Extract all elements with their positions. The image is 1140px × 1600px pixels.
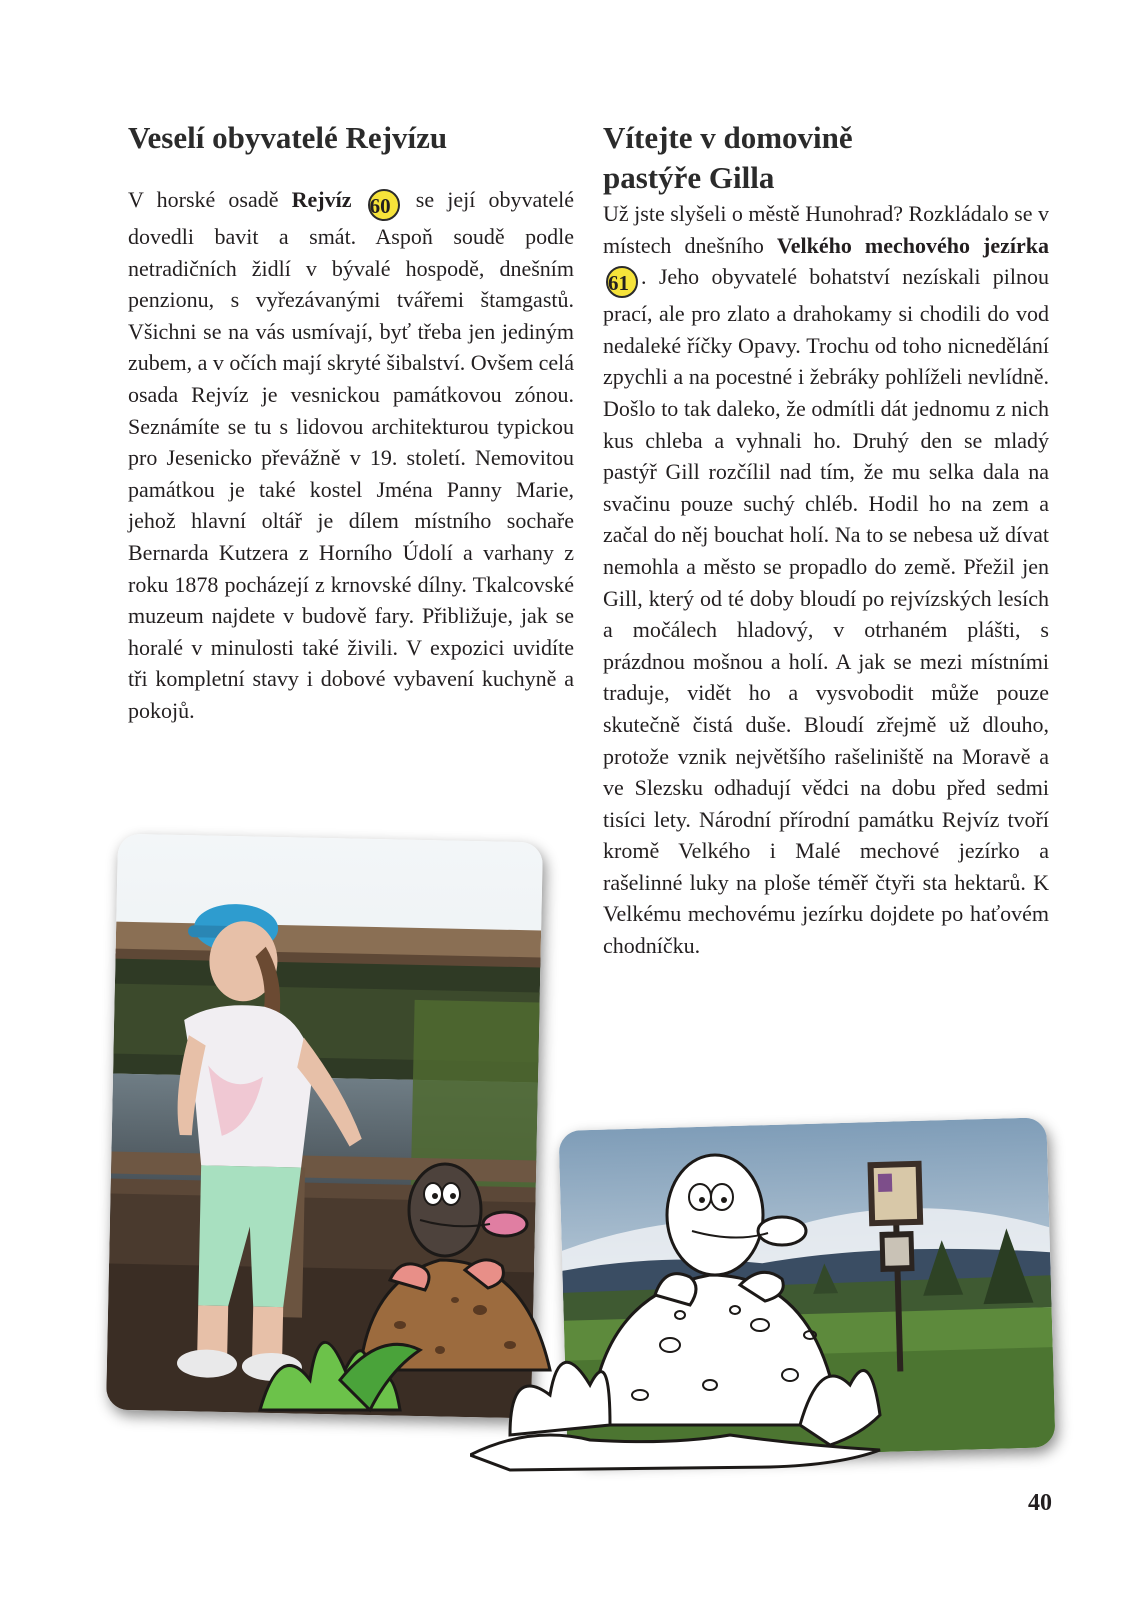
left-article-title: Veselí obyvatelé Rejvízu [128, 120, 448, 155]
right-text-part-2: . Jeho obyvatelé bohatství nezískali pilnou prací, ale pro zlato a drahokamy si chodili do vod nedaleké říčky Opavy. Trochu od toho nicnedělání zpychli a na pocestné i žebráky pohlíželi nevlídně. Došlo to tak daleko, že odmítli dát jednomu z nich kus chleba a vyhnali ho. Druhý den se mladý pastýř Gill rozčílil nad tím, že mu selka dala na svačinu pouze suchý chléb. Hodil ho na zem a začal do něj bouchat holí. Na to se nebesa už dívat nemohla a město se propadlo do země. Přežil jen Gill, který od té doby bloudí po rejvízských lesích a močálech hladový, v otrhaném plášti, s prázdnou mošnou a holí. A jak se mezi místními traduje, vidět ho a vysvobodit může pouze skutečně čistá duše. Bloudí zřejmě už dlouho, protože vznik největšího rašeliniště na Moravě a ve Slezsku odhadují vědci na dobu před sedmi tisíci lety. Národní přírodní památku Rejvíz tvoří kromě Velkého i Malé mechové jezírko a rašelinné luky na ploše téměř čtyři sta hektarů. K Velkému mechovému jezírku dojdete po haťovém chodníčku. [603, 264, 1049, 959]
left-article [128, 118, 574, 727]
left-text-part-2: se její obyvatelé dovedli bavit a smát. Aspoň soudě podle netradičních židlí v bývalé hospodě, dnešním penzionu, s vyřezávanými tvářemi štamgastů. Všichni se na vás usmívají, byť třeba jen jediným zubem, a v očích mají skryté šibalství. Ovšem celá osada Rejvíz je vesnickou památkovou zónou. Seznámíte se tu s lidovou architekturou typickou pro Jesenicko převážně v 19. století. Nemovitou památkou je také kostel Jména Panny Marie, jehož hlavní oltář je dílem místního sochaře Bernarda Kutzera z Horního Údolí a varhany z roku 1878 pocházejí z krnovské dílny. Tkalcovské muzeum najdete v budově fary. Přibližuje, jak se horalé v minulosti také živili. V expozici uvidíte tři kompletní stavy i dobové vybavení kuchyně a pokojů. [128, 187, 575, 723]
right-text-part-1: Už jste slyšeli o městě Hunohrad? Rozkládalo se v místech dnešního [603, 201, 1050, 258]
mole-cartoon-outline [470, 1145, 910, 1475]
left-article-text [128, 184, 574, 727]
right-article-title [603, 118, 1049, 198]
right-title-line-1: Vítejte v domovině [603, 120, 853, 155]
place-name-velke-jezirko: Velkého mechového jezírka [776, 232, 1049, 258]
map-point-badge-60: 60 [368, 189, 400, 221]
map-point-badge-61: 61 [606, 266, 638, 298]
page-number: 40 [1028, 1490, 1052, 1516]
left-text-part-1: V horské osadě [128, 187, 292, 212]
right-article-text [603, 198, 1049, 962]
place-name-rejviz: Rejvíz [291, 187, 352, 212]
right-title-line-2: pastýře Gilla [603, 160, 775, 195]
right-article [603, 118, 1049, 962]
